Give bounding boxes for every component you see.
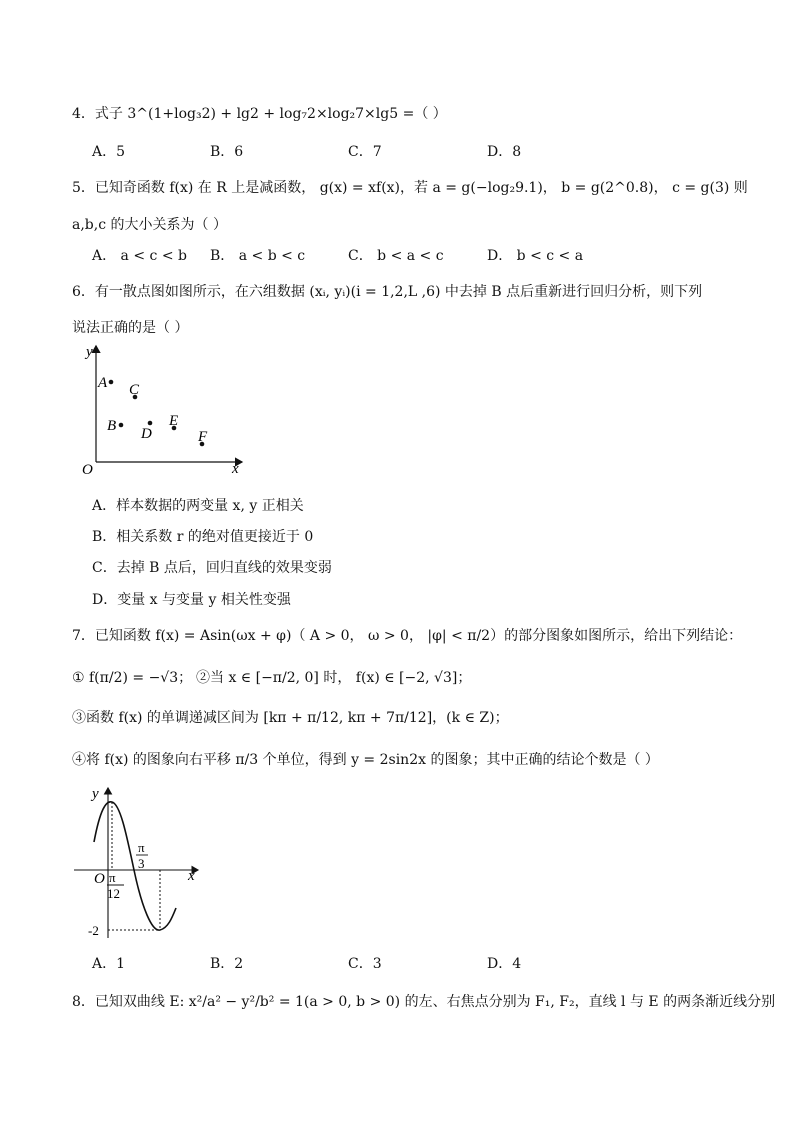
q5-option-c: C． b < a < c [348, 248, 444, 264]
origin-label: O [82, 462, 93, 478]
q7-option-a: A．1 [92, 956, 126, 972]
q4-option-d: D．8 [487, 144, 522, 160]
origin-label: O [94, 871, 105, 887]
pi-over-3-denominator: 3 [138, 856, 145, 871]
question-8-stem-line1: 8．已知双曲线 E: x²/a² − y²/b² = 1(a > 0, b > 0) 的左、右焦点分别为 F₁, F₂，直线 l 与 E 的两条渐近线分别 [72, 994, 776, 1010]
q4-option-c: C．7 [348, 144, 382, 160]
q5-option-d: D． b < c < a [487, 248, 584, 264]
q5-option-a: A． a < c < b [92, 248, 187, 264]
q7-conclusion-1: ① f(π/2) = −√3； [72, 670, 193, 686]
point-b [119, 423, 124, 428]
question-6-stem-line1: 6．有一散点图如图所示，在六组数据 (xᵢ, yᵢ)(i = 1,2,L ,6) 中去掉 B 点后重新进行回归分析，则下列 [72, 284, 703, 300]
point-a-label: A [98, 375, 108, 391]
y-axis-label: y [92, 786, 99, 802]
sine-curve [94, 802, 176, 930]
pi-over-3-numerator: π [138, 840, 145, 855]
question-7-stem-line1: 7．已知函数 f(x) = Asin(ωx + φ)（ A > 0， ω > 0， |φ| < π/2）的部分图象如图所示，给出下列结论： [72, 628, 743, 644]
pi-over-12-numerator: π [109, 870, 116, 885]
sine-graph-figure [72, 782, 212, 942]
x-axis-label: x [232, 461, 239, 477]
q7-conclusion-2: ②当 x ∈ [−π/2, 0] 时， f(x) ∈ [−2, √3]； [196, 670, 472, 686]
question-4-stem: 4．式子 3^(1+log₃2) + lg2 + log₇2×log₂7×lg5 =（ ） [72, 106, 447, 122]
scatter-plot-figure [74, 340, 254, 480]
q5-option-b: B． a < b < c [210, 248, 306, 264]
point-a [109, 380, 114, 385]
question-5-stem-line2: a,b,c 的大小关系为（ ） [72, 217, 227, 233]
min-value-label: -2 [88, 923, 99, 938]
q4-option-a: A．5 [92, 144, 126, 160]
q6-option-b: B．相关系数 r 的绝对值更接近于 0 [92, 529, 314, 545]
point-e-label: E [169, 413, 179, 429]
q7-option-d: D．4 [487, 956, 522, 972]
q7-option-c: C．3 [348, 956, 382, 972]
q6-option-a: A．样本数据的两变量 x, y 正相关 [92, 498, 304, 514]
question-6-stem-line2: 说法正确的是（ ） [72, 320, 189, 336]
pi-over-12-denominator: 12 [107, 886, 120, 901]
point-d-label: D [141, 426, 152, 442]
q7-conclusion-3: ③函数 f(x) 的单调递减区间为 [kπ + π/12, kπ + 7π/12]，(k ∈ Z)； [72, 710, 509, 726]
y-axis-label: y [86, 344, 93, 360]
point-c-label: C [129, 382, 140, 398]
q7-option-b: B．2 [210, 956, 244, 972]
q7-conclusion-4: ④将 f(x) 的图象向右平移 π/3 个单位，得到 y = 2sin2x 的图象；其中正确的结论个数是（ ） [72, 752, 659, 768]
q6-option-d: D．变量 x 与变量 y 相关性变强 [92, 592, 291, 608]
x-axis-label: x [188, 868, 195, 884]
question-5-stem-line1: 5．已知奇函数 f(x) 在 R 上是减函数， g(x) = xf(x)，若 a = g(−log₂9.1)， b = g(2^0.8)， c = g(3) 则 [72, 180, 748, 196]
point-b-label: B [107, 418, 117, 434]
q4-option-b: B．6 [210, 144, 244, 160]
q6-option-c: C．去掉 B 点后，回归直线的效果变弱 [92, 560, 332, 576]
point-f-label: F [198, 429, 208, 445]
point-d [148, 421, 153, 426]
